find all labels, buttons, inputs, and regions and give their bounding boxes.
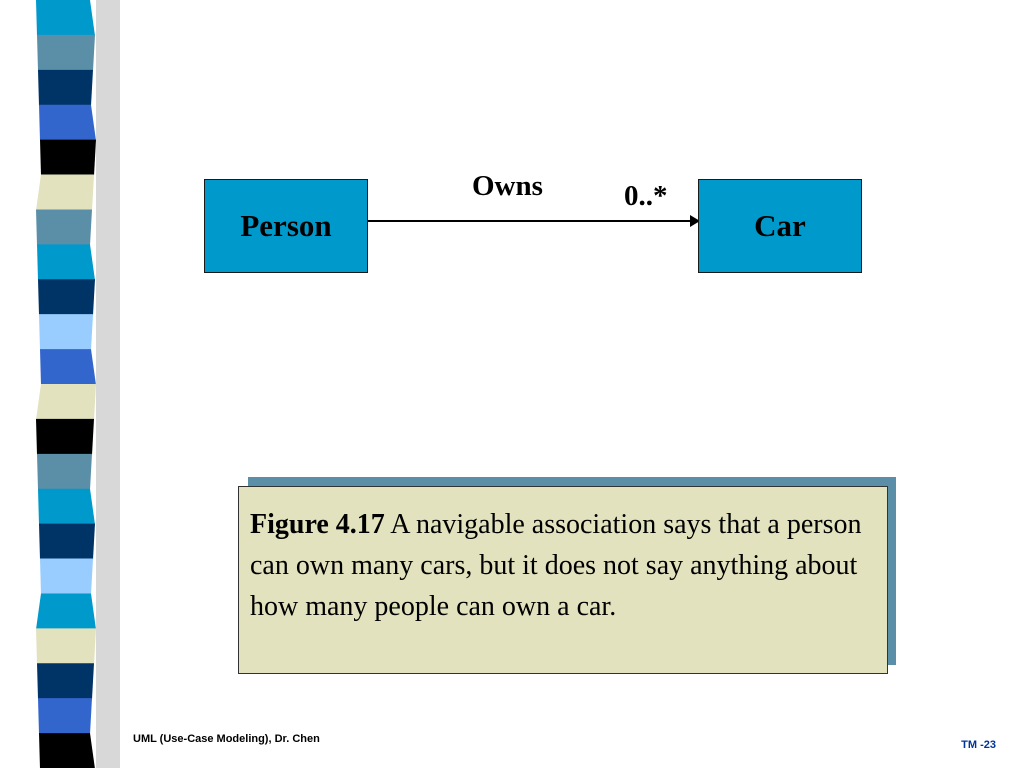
caption-text: A navigable association says that a person can own many cars, but it does not say anything about how many people can own a car. <box>250 509 862 622</box>
person-class-box <box>204 179 368 273</box>
association-name-label: Owns <box>472 170 543 202</box>
figure-caption <box>238 486 888 674</box>
figure-number: Figure 4.17 <box>250 509 385 540</box>
footer-slide-number: TM -23 <box>961 739 996 751</box>
person-class-label: Person <box>240 208 332 243</box>
footer-course-title: UML (Use-Case Modeling), Dr. Chen <box>133 733 320 745</box>
multiplicity-label: 0..* <box>624 180 668 212</box>
car-class-box <box>698 179 862 273</box>
car-class-label: Car <box>754 208 806 243</box>
